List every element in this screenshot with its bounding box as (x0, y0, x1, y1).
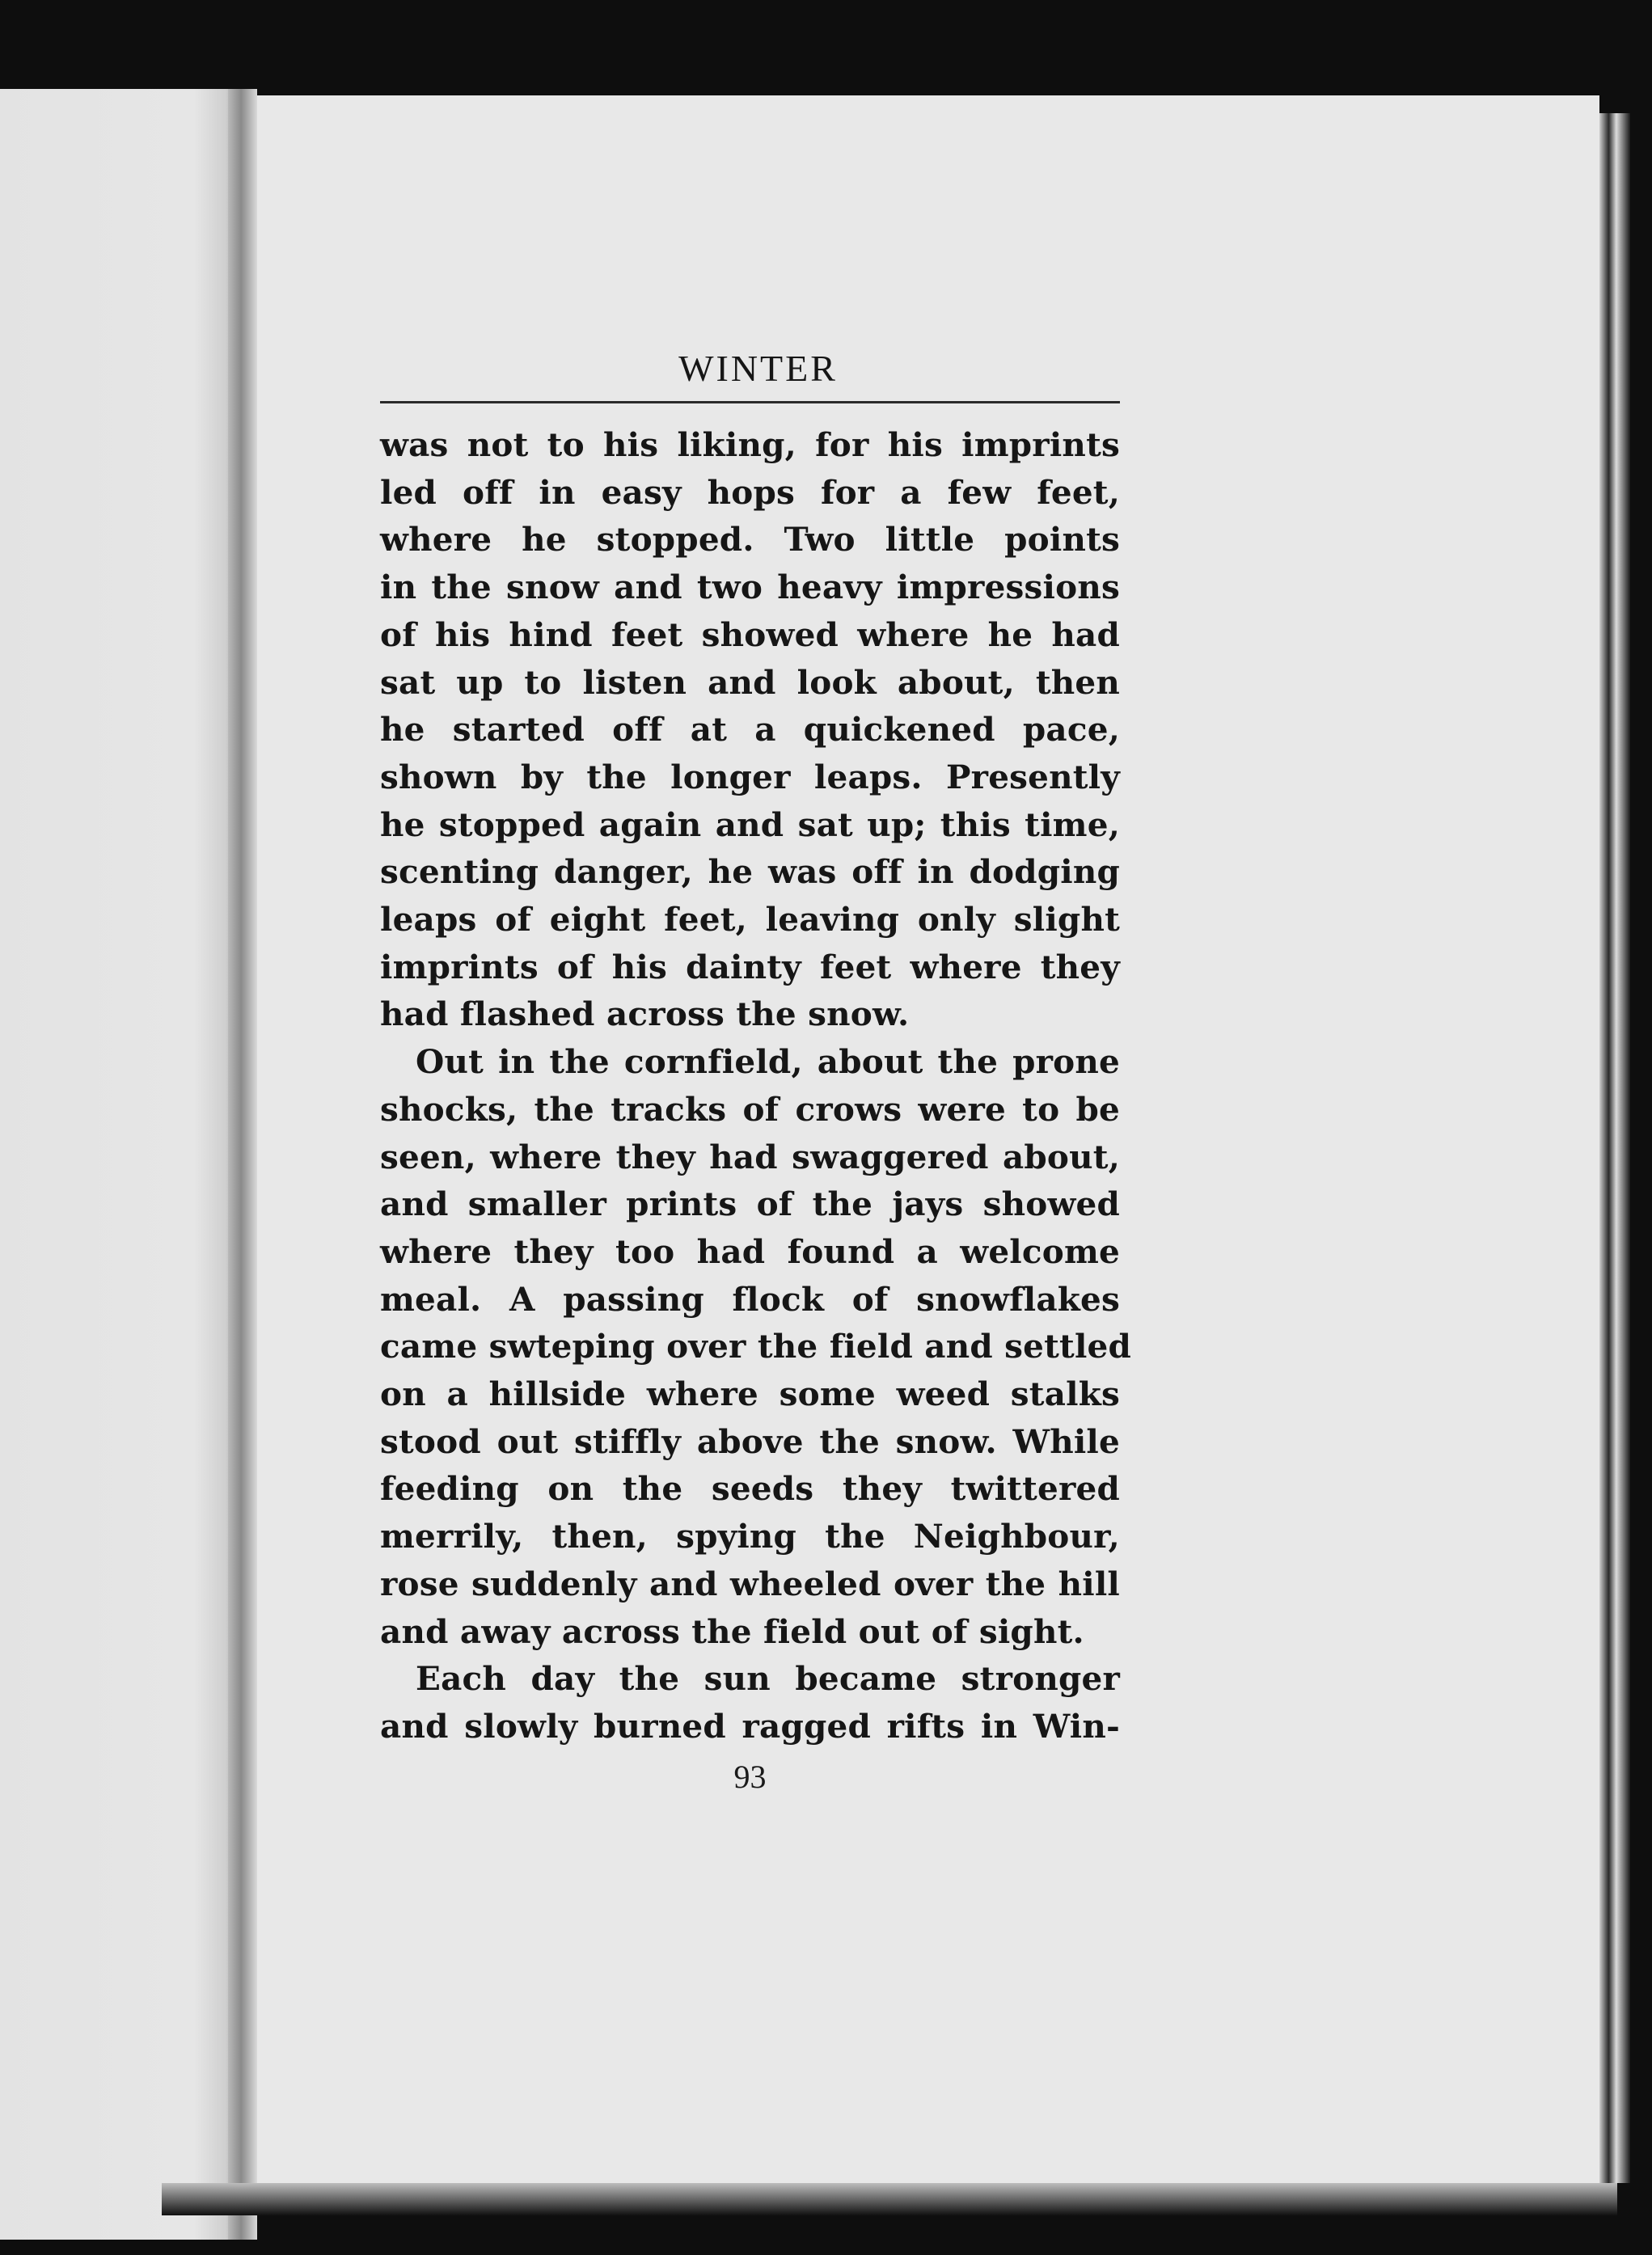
text-line: sat up to listen and look about, then (380, 662, 1120, 702)
text-line: Each day the sun became stronger (416, 1659, 1120, 1699)
text-line: shocks, the tracks of crows were to be (380, 1089, 1120, 1129)
paragraph-2 (380, 1038, 1132, 1655)
text-line: rose suddenly and wheeled over the hill (380, 1564, 1120, 1603)
text-line: on a hillside where some weed stalks (380, 1375, 1120, 1414)
body-text (380, 421, 1132, 1750)
text-line: meal. A passing flock of snowflakes (380, 1279, 1120, 1319)
text-line: of his hind feet showed where he had (380, 614, 1120, 654)
text-line: in the snow and two heavy impressions (380, 568, 1120, 607)
text-line: and away across the field out of sight. (380, 1611, 1084, 1651)
text-line: where they too had found a welcome (380, 1231, 1120, 1271)
text-line: stood out stiffly above the snow. While (380, 1421, 1120, 1461)
text-line: feeding on the seeds they twittered (380, 1469, 1120, 1509)
text-line: leaps of eight feet, leaving only slight (380, 900, 1120, 940)
text-line: scenting danger, he was off in dodging (380, 852, 1120, 892)
page-edge-right (1599, 113, 1630, 2183)
book-gutter (228, 89, 257, 2240)
text-line: had flashed across the snow. (380, 994, 910, 1034)
paragraph-3 (380, 1655, 1120, 1750)
text-line: he started off at a quickened pace, (380, 710, 1120, 750)
text-line: came swteping over the field and settled (380, 1327, 1132, 1366)
text-line: led off in easy hops for a few feet, (380, 472, 1120, 512)
text-line: and smaller prints of the jays showed (380, 1185, 1120, 1224)
text-block (380, 348, 1132, 1750)
text-line: and slowly burned ragged rifts in Win- (380, 1706, 1120, 1746)
paragraph-1 (380, 421, 1120, 1038)
running-head: WINTER (678, 348, 838, 389)
text-line: merrily, then, spying the Neighbour, (380, 1517, 1120, 1556)
text-line: shown by the longer leaps. Presently (380, 757, 1120, 796)
text-line: imprints of his dainty feet where they (380, 947, 1120, 986)
bottom-edge (162, 2183, 1617, 2215)
text-line: was not to his liking, for his imprints (380, 425, 1120, 464)
text-line: seen, where they had swaggered about, (380, 1137, 1120, 1176)
header-rule (380, 401, 1120, 403)
page-number: 93 (733, 1759, 767, 1795)
facing-page-left (0, 89, 243, 2240)
text-line: where he stopped. Two little points (380, 520, 1120, 560)
text-line: he stopped again and sat up; this time, (380, 804, 1120, 844)
text-line: Out in the cornfield, about the prone (416, 1042, 1120, 1082)
